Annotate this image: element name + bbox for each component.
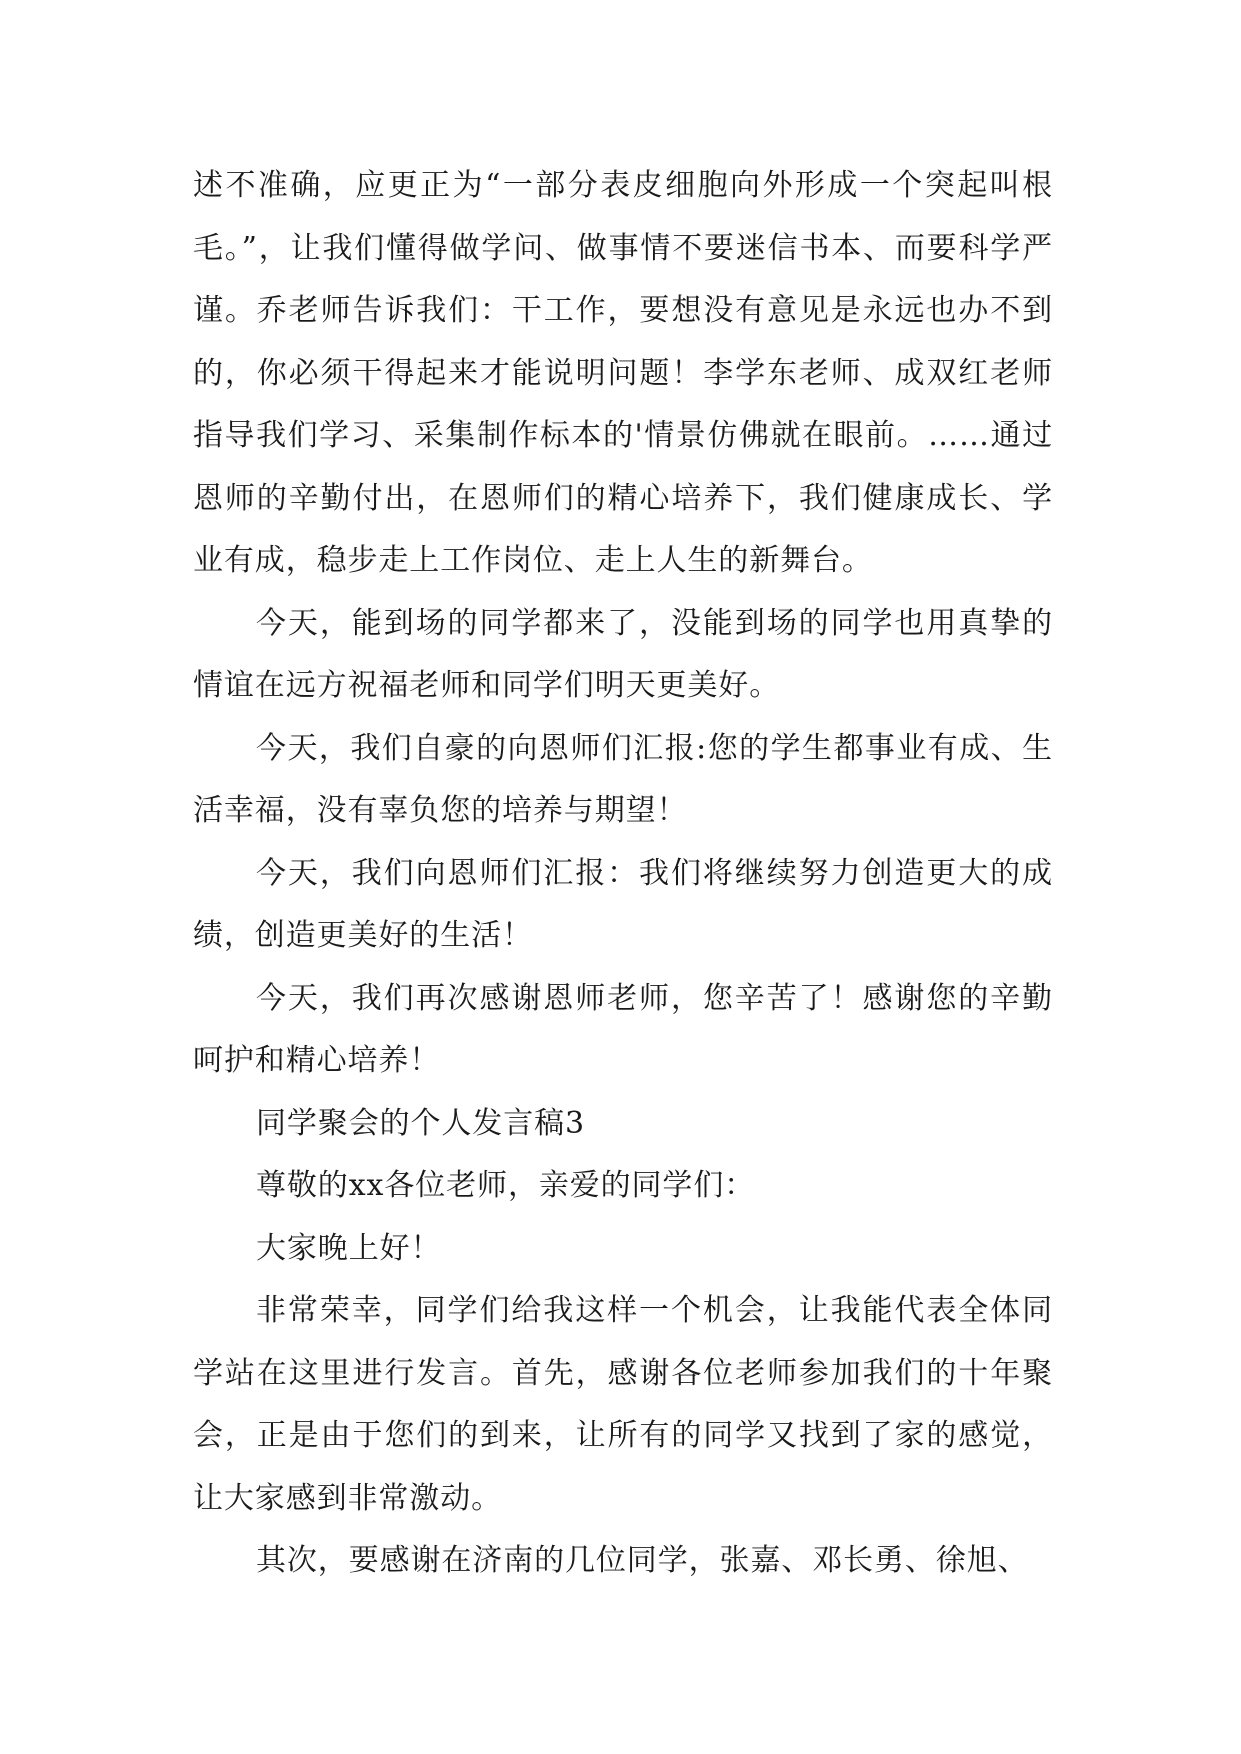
body-paragraph: 今天，能到场的同学都来了，没能到场的同学也用真挚的情谊在远方祝福老师和同学们明天更美好。 [193,605,1053,703]
body-paragraph: 非常荣幸，同学们给我这样一个机会，让我能代表全体同学站在这里进行发言。首先，感谢各位老师参加我们的十年聚会，正是由于您们的到来，让所有的同学又找到了家的感觉，让大家感到非常激动。 [193,1293,1053,1516]
greeting: 大家晚上好！ [256,1230,442,1266]
section-heading: 同学聚会的个人发言稿3 [256,1105,585,1141]
document-body [193,155,1053,1593]
body-paragraph: 述不准确，应更正为“一部分表皮细胞向外形成一个突起叫根毛。”，让我们懂得做学问、做事情不要迷信书本、而要科学严谨。乔老师告诉我们：干工作，要想没有意见是永远也办不到的，你必须干得起来才能说明问题！李学东老师、成双红老师指导我们学习、采集制作标本的'情景仿佛就在眼前。……通过恩师的辛勤付出，在恩师们的精心培养下，我们健康成长、学业有成，稳步走上工作岗位、走上人生的新舞台。 [193,168,1053,578]
body-paragraph: 其次，要感谢在济南的几位同学，张嘉、邓长勇、徐旭、 [256,1543,1029,1578]
body-paragraph: 今天，我们向恩师们汇报：我们将继续努力创造更大的成绩，创造更美好的生活！ [193,855,1053,953]
salutation: 尊敬的xx各位老师，亲爱的同学们： [256,1168,756,1203]
body-paragraph: 今天，我们自豪的向恩师们汇报:您的学生都事业有成、生活幸福，没有辜负您的培养与期望！ [193,730,1053,828]
body-paragraph: 今天，我们再次感谢恩师老师，您辛苦了！感谢您的辛勤呵护和精心培养！ [193,980,1053,1078]
